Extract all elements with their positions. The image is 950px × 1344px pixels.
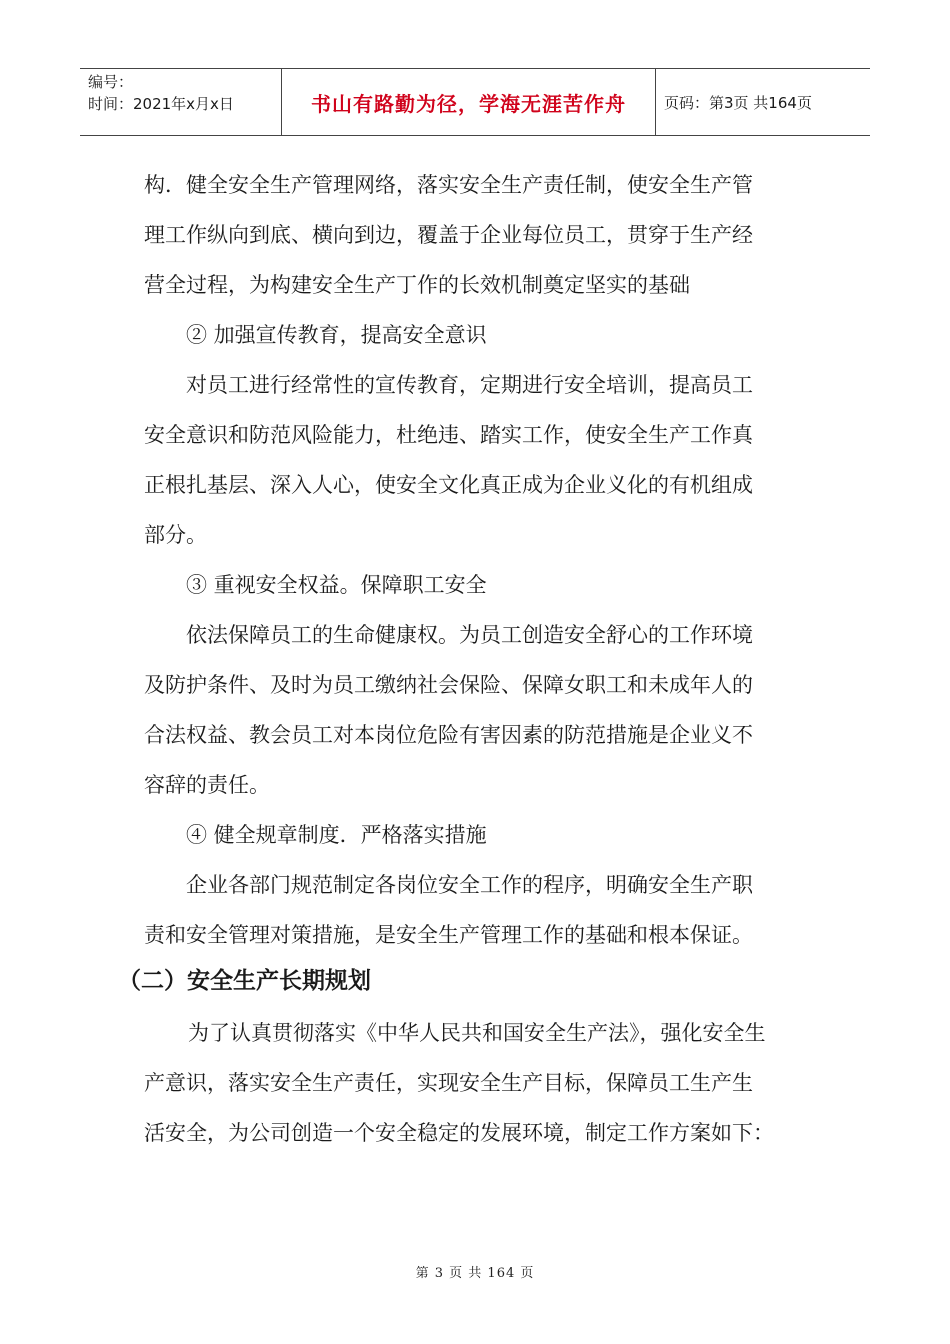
section-heading: （二）安全生产长期规划: [118, 968, 371, 994]
header-motto-cell: [282, 69, 656, 135]
text-line: 活安全，为公司创造一个安全稳定的发展环境，制定工作方案如下：: [144, 1121, 774, 1145]
text-line: 责和安全管理对策措施，是安全生产管理工作的基础和根本保证。: [144, 923, 753, 947]
text-line: 合法权益、教会员工对本岗位危险有害因素的防范措施是企业义不: [144, 723, 753, 747]
header-page-info: 页码：第3页 共164页: [664, 93, 812, 112]
text-line: ④ 健全规章制度．严格落实措施: [186, 823, 487, 847]
page-header: [80, 68, 870, 136]
text-line: 对员工进行经常性的宣传教育，定期进行安全培训，提高员工: [186, 373, 753, 397]
section-text: [144, 1008, 834, 1158]
text-line: 营全过程，为构建安全生产丁作的长效机制奠定坚实的基础: [144, 273, 690, 297]
text-line: 为了认真贯彻落实《中华人民共和国安全生产法》，强化安全生: [188, 1021, 766, 1045]
text-line: ③ 重视安全权益。保障职工安全: [186, 573, 487, 597]
text-line: 正根扎基层、深入人心，使安全文化真正成为企业义化的有机组成: [144, 473, 753, 497]
text-line: 部分。: [144, 523, 207, 547]
text-line: 安全意识和防范风险能力，杜绝违、踏实工作，使安全生产工作真: [144, 423, 753, 447]
document-time-label: 时间：2021年x月x日: [88, 95, 234, 113]
body-text: [144, 160, 820, 960]
document-number-label: 编号：: [88, 73, 134, 91]
text-line: 理工作纵向到底、横向到边，覆盖于企业每位员工，贯穿于生产经: [144, 223, 753, 247]
text-line: 及防护条件、及时为员工缴纳社会保险、保障女职工和未成年人的: [144, 673, 753, 697]
header-meta: [80, 69, 282, 135]
text-line: 依法保障员工的生命健康权。为员工创造安全舒心的工作环境: [186, 623, 753, 647]
text-line: 企业各部门规范制定各岗位安全工作的程序，明确安全生产职: [186, 873, 753, 897]
text-line: 构．健全安全生产管理网络，落实安全生产责任制，使安全生产管: [144, 173, 753, 197]
header-motto: 书山有路勤为径，学海无涯苦作舟: [311, 91, 626, 116]
page-footer: 第 3 页 共 164 页: [415, 1266, 535, 1281]
text-line: ② 加强宣传教育，提高安全意识: [186, 323, 487, 347]
text-line: 产意识，落实安全生产责任，实现安全生产目标，保障员工生产生: [144, 1071, 753, 1095]
text-line: 容辞的责任。: [144, 773, 270, 797]
